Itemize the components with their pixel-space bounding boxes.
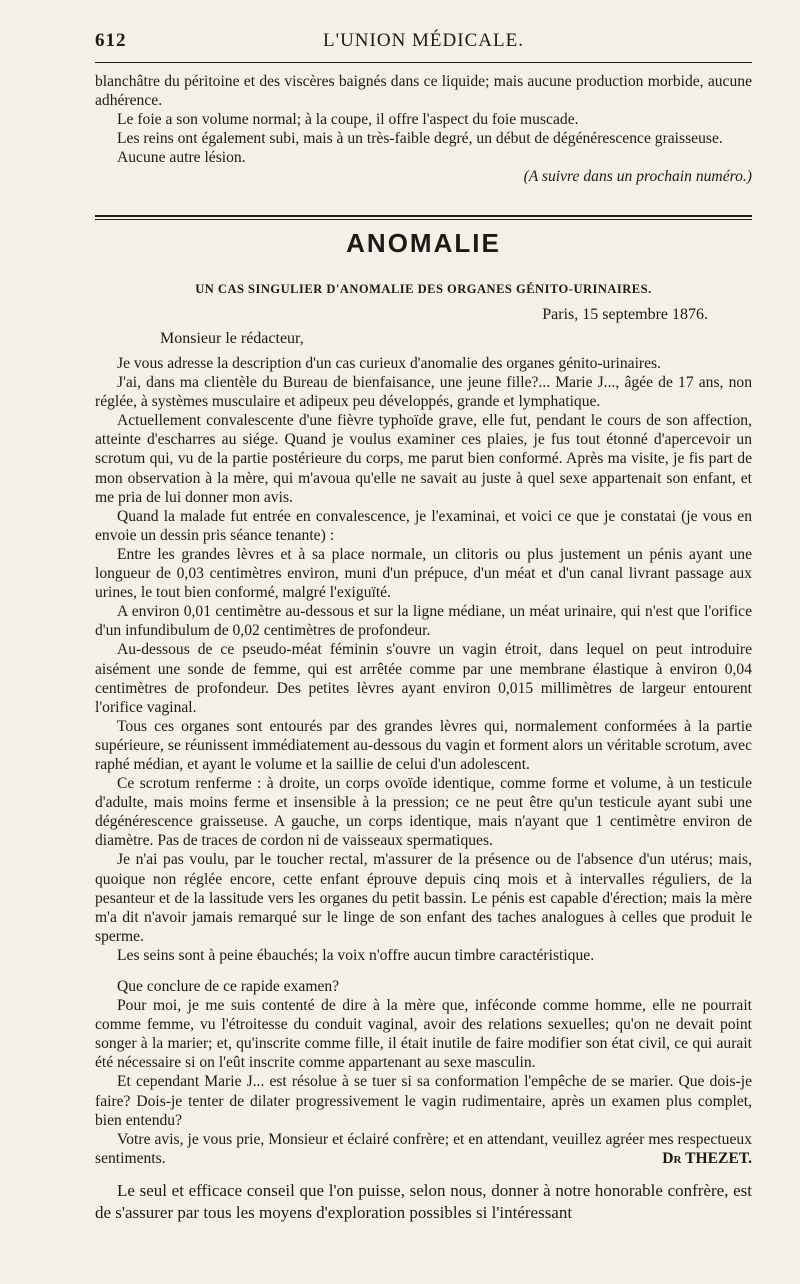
letter-body [95,354,752,1224]
article-title: ANOMALIE [346,228,501,258]
intro-line-3: Les reins ont également subi, mais à un très-faible degré, un début de dégénérescence graisseuse. [117,130,723,148]
page-number: 612 [95,30,127,51]
letter-paragraph: Les seins sont à peine ébauchés; la voix n'offre aucun timbre caractéristique. [117,946,595,964]
letter-closing-paragraph [95,1130,752,1168]
article-subtitle: UN CAS SINGULIER D'ANOMALIE DES ORGANES GÉNITO-URINAIRES. [195,282,652,296]
intro-line-2: Le foie a son volume normal; à la coupe, il offre l'aspect du foie muscade. [117,111,579,129]
letter-paragraph: Actuellement convalescente d'une fièvre typhoïde grave, elle fut, pendant le cours de son affection, atteinte d'escharres au siége. Quand je voulus examiner ces plaies, je fus tout étonné d'apercevoir un scrotum qui, vu de la partie postérieure du corps, me parut bien conformé. Après ma visite, je fis part de mon observation à la mère, qui m'avoua qu'elle ne savait au juste à quel sexe appartenait son enfant, et me pria de lui donner mon avis. [95,412,752,506]
letter-paragraph: Au-dessous de ce pseudo-méat féminin s'ouvre un vagin étroit, dans lequel on peut introduire aisément une sonde de femme, qui est arrêtée comme par une membrane élastique à environ 0,04 centimètres de profondeur. Des petites lèvres ayant environ 0,015 millimètres de largeur entourent l'orifice vaginal. [95,641,752,716]
letter-paragraph: Je n'ai pas voulu, par le toucher rectal, m'assurer de la présence ou de l'absence d'un utérus; mais, quoique non réglée encore, cette enfant éprouve depuis cinq mois et à intervalles réguliers, de la pesanteur et de la lassitude vers les organes du petit bassin. Le pénis est capable d'érection; mais la mère m'a dit n'avoir jamais remarqué sur le linge de son enfant des taches analogues à celles que produit le sperme. [95,851,752,945]
letter-paragraph: Pour moi, je me suis contenté de dire à la mère que, inféconde comme homme, elle ne pourrait comme femme, vu l'étroitesse du conduit vaginal, avoir des relations sexuelles; qu'on ne devait point songer à la marier; et, qu'inscrite comme fille, il était inutile de faire modifier son état civil, ce qui aurait été nécessaire si on l'eût inscrite comme appartenant au sexe masculin. [95,997,752,1072]
letter-paragraph: Entre les grandes lèvres et à sa place normale, un clitoris ou plus justement un pénis ayant une longueur de 0,03 centimètres environ, muni d'un prépuce, d'un méat et d'un canal livrant passage aux urines, le tout bien conformé, malgré l'exiguïté. [95,545,752,602]
letter-paragraph: Que conclure de ce rapide examen? [117,978,340,995]
editorial-response: Le seul et efficace conseil que l'on puisse, selon nous, donner à notre honorable confrère, est de s'assurer par tous les moyens d'exploration possibles si l'intéressant [95,1180,752,1222]
to-be-continued: (A suivre dans un prochain numéro.) [523,168,752,186]
letter-paragraph: Quand la malade fut entrée en convalescence, je l'examinai, et voici ce que je constatai (je vous en envoie un dessin pris séance tenante) : [95,507,752,544]
closing-text: Votre avis, je vous prie, Monsieur et éclairé confrère; et en attendant, veuillez agréer mes respectueux sentiments. [95,1130,752,1167]
signature: Dr THEZET. [662,1149,752,1167]
letter-paragraph: Ce scrotum renferme : à droite, un corps ovoïde identique, comme forme et volume, à un testicule d'adulte, mais moins ferme et insensible à la pression; ce ne peut être qu'un testicule ayant subi une dégénérescence graisseuse. A gauche, un corps identique, mais n'ayant que 1 centimètre environ de diamètre. Pas de traces de cordon ni de vaisseaux spermatiques. [95,775,752,850]
intro-line-1: blanchâtre du péritoine et des viscères baignés dans ce liquide; mais aucune production morbide, aucune adhérence. [95,73,752,110]
journal-title: L'UNION MÉDICALE. [323,30,524,51]
letter-paragraph: Et cependant Marie J... est résolue à se tuer si sa conformation l'empêche de se marier. Que dois-je faire? Dois-je tenter de dilater progressivement le vagin rudimentaire, après un examen plus complet, bien entendu? [95,1073,752,1129]
letter-paragraph: Tous ces organes sont entourés par des grandes lèvres qui, normalement conformées à la partie supérieure, se réunissent immédiatement au-dessous du vagin et forment alors un véritable scrotum, avec raphé médian, et ayant le volume et la saillie de celui d'un adolescent. [95,717,752,773]
section-rule-top [95,215,752,217]
letter-paragraph: A environ 0,01 centimètre au-dessous et sur la ligne médiane, un méat urinaire, qui n'est que l'orifice d'un infundibulum de 0,02 centimètres de profondeur. [95,603,752,640]
previous-article-end [95,72,752,187]
section-rule-bottom [95,219,752,220]
intro-line-4: Aucune autre lésion. [117,149,246,167]
letter-paragraph: Je vous adresse la description d'un cas curieux d'anomalie des organes génito-urinaires. [117,355,662,372]
page-header [95,30,752,60]
letter-paragraph: J'ai, dans ma clientèle du Bureau de bienfaisance, une jeune fille?... Marie J..., âgée de 17 ans, non réglée, à systèmes musculaire et adipeux peu développés, grande et lymphatique. [95,374,752,411]
salutation: Monsieur le rédacteur, [160,330,304,347]
dateline: Paris, 15 septembre 1876. [542,306,708,323]
header-rule [95,62,752,63]
